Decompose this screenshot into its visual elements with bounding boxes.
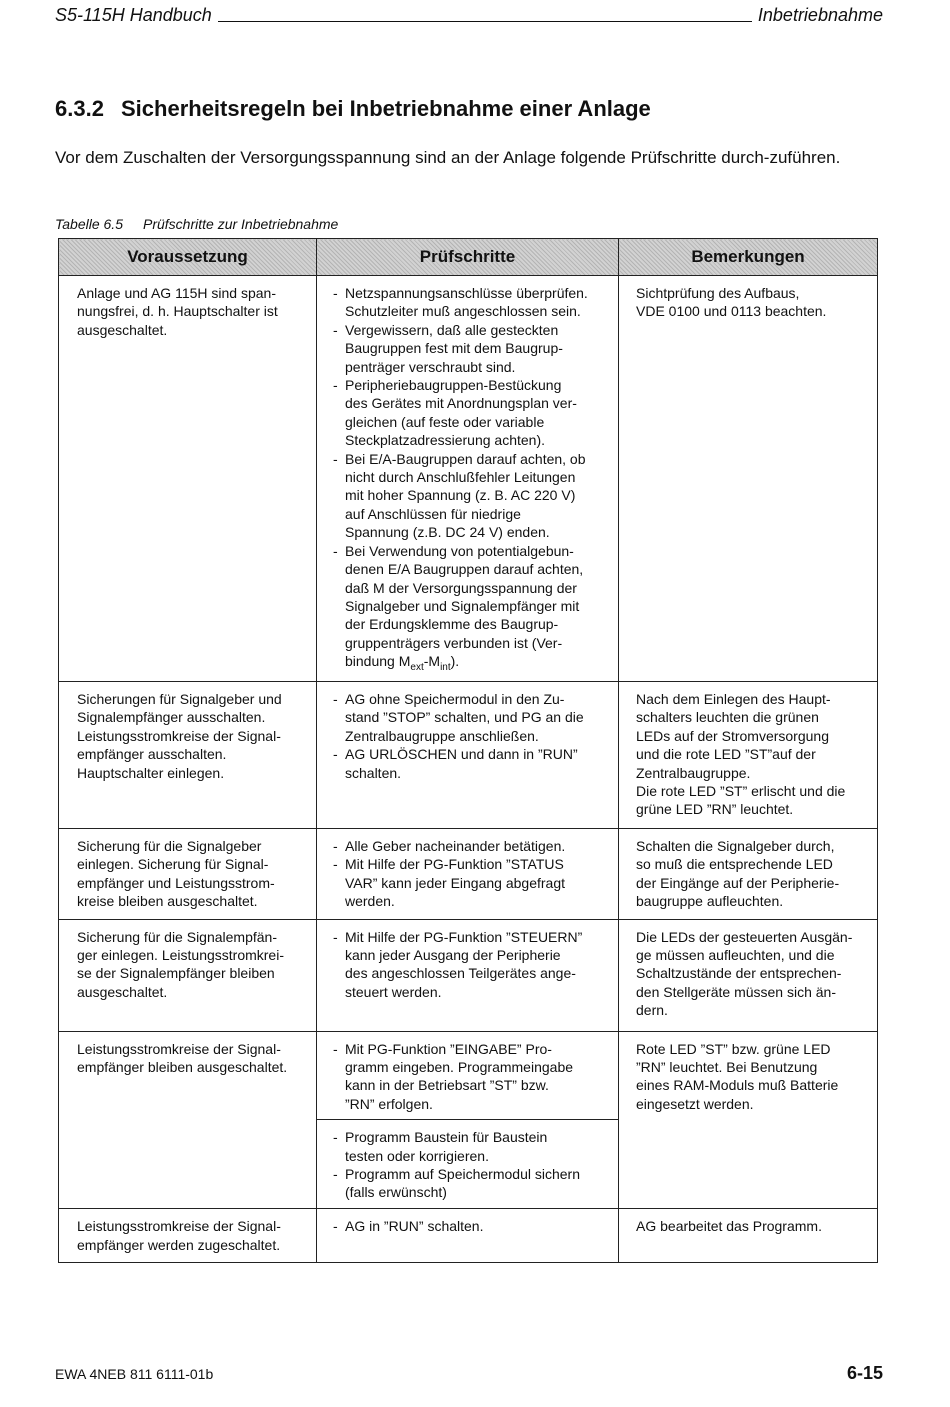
- step-item: - Mit PG-Funktion ”EINGABE” Pro- gramm eingeben. Programmeingabe kann in der Betriebsart ”ST” bzw. ”RN” erfolgen.: [333, 1040, 610, 1114]
- step-list: [317, 1120, 618, 1208]
- step-item: - Bei E/A-Baugruppen darauf achten, ob nicht durch Anschlußfehler Leitungen mit hoher Spannung (z. B. AC 220 V) auf Anschlüssen für niedrige Spannung (z.B. DC 24 V) enden.: [333, 450, 610, 542]
- bemerkungen-cell: Nach dem Einlegen des Haupt- schalters leuchten die grünen LEDs auf der Stromversorgung und die rote LED ”ST”auf der Zentralbaugruppe. Die rote LED ”ST” erlischt und die grüne LED ”RN” leuchtet.: [619, 682, 878, 829]
- step-item: - Alle Geber nacheinander betätigen.: [333, 837, 610, 855]
- table-row: [59, 682, 878, 829]
- voraussetzung-cell: Sicherungen für Signalgeber und Signalempfänger ausschalten. Leistungsstromkreise der Signal- empfänger ausschalten. Hauptschalter einlegen.: [59, 682, 317, 829]
- pruefschritte-cell: [317, 1031, 619, 1120]
- step-item: - AG in ”RUN” schalten.: [333, 1217, 610, 1235]
- step-item: - Vergewissern, daß alle gesteckten Baugruppen fest mit dem Baugrup- penträger verschraubt sind.: [333, 321, 610, 376]
- bemerkungen-cell: AG bearbeitet das Programm.: [619, 1209, 878, 1263]
- pruefschritte-cell: [317, 1120, 619, 1209]
- voraussetzung-cell: Anlage und AG 115H sind span- nungsfrei, d. h. Hauptschalter ist ausgeschaltet.: [59, 276, 317, 682]
- table-row: [59, 276, 878, 682]
- table-row: [59, 919, 878, 1031]
- bemerkungen-cell: Schalten die Signalgeber durch, so muß die entsprechende LED der Eingänge auf der Peripherie- baugruppe aufleuchten.: [619, 829, 878, 920]
- voraussetzung-cell: Sicherung für die Signalempfän- ger einlegen. Leistungsstromkrei- se der Signalempfänger bleiben ausgeschaltet.: [59, 919, 317, 1031]
- table-caption: [55, 216, 338, 232]
- pruefschritte-cell: [317, 1209, 619, 1263]
- pruefschritte-cell: [317, 276, 619, 682]
- document-code: EWA 4NEB 811 6111-01b: [55, 1366, 214, 1382]
- page-header: [55, 0, 883, 26]
- step-item: - Mit Hilfe der PG-Funktion ”STATUS VAR” kann jeder Eingang abgefragt werden.: [333, 855, 610, 910]
- step-item: - Mit Hilfe der PG-Funktion ”STEUERN” kann jeder Ausgang der Peripherie des angeschlossen Teilgerätes ange- steuert werden.: [333, 928, 610, 1002]
- bemerkungen-cell: Sichtprüfung des Aufbaus, VDE 0100 und 0113 beachten.: [619, 276, 878, 682]
- table-caption-text: Prüfschritte zur Inbetriebnahme: [143, 216, 339, 232]
- pruefschritte-cell: [317, 919, 619, 1031]
- inspection-steps-table: [58, 238, 878, 1263]
- table-row: [59, 829, 878, 920]
- header-rule: [218, 21, 752, 22]
- step-item: - Bei Verwendung von potentialgebun- denen E/A Baugruppen darauf achten, daß M der Versorgungsspannung der Signalgeber und Signalempfänger mit der Erdungsklemme des Baugrup- gruppenträgers verbunden ist (Ver- bindung $M_{ext}-M_{int}$).: [333, 542, 610, 671]
- table-row: [59, 1031, 878, 1120]
- section-heading: [55, 96, 651, 122]
- page-number: 6-15: [846, 1363, 883, 1383]
- header-pruefschritte: Prüfschritte: [317, 239, 619, 276]
- voraussetzung-cell: Leistungsstromkreise der Signal- empfänger bleiben ausgeschaltet.: [59, 1031, 317, 1209]
- header-title: S5-115H Handbuch: [55, 5, 212, 25]
- bemerkungen-cell: Die LEDs der gesteuerten Ausgän- ge müssen aufleuchten, und die Schaltzustände der entsprechen- den Stellgeräte müssen sich än- dern.: [619, 919, 878, 1031]
- table-caption-label: Tabelle 6.5: [55, 216, 123, 232]
- step-list: [317, 1209, 618, 1241]
- bemerkungen-cell: Rote LED ”ST” bzw. grüne LED ”RN” leuchtet. Bei Benutzung eines RAM-Moduls muß Batterie eingesetzt werden.: [619, 1031, 878, 1209]
- step-item: - Programm auf Speichermodul sichern (falls erwünscht): [333, 1165, 610, 1202]
- step-item: - Peripheriebaugruppen-Bestückung des Gerätes mit Anordnungsplan ver- gleichen (auf feste oder variable Steckplatzadressierung achten).: [333, 376, 610, 450]
- intro-paragraph: Vor dem Zuschalten der Versorgungsspannung sind an der Anlage folgende Prüfschritte durch-zuführen.: [55, 148, 841, 167]
- pruefschritte-cell: [317, 682, 619, 829]
- step-item: - Netzspannungsanschlüsse überprüfen. Schutzleiter muß angeschlossen sein.: [333, 284, 610, 321]
- header-voraussetzung: Voraussetzung: [59, 239, 317, 276]
- step-item: - AG ohne Speichermodul in den Zu- stand ”STOP” schalten, und PG an die Zentralbaugruppe anschließen.: [333, 690, 610, 745]
- header-chapter: Inbetriebnahme: [757, 5, 883, 25]
- section-number: 6.3.2: [55, 96, 104, 121]
- header-bemerkungen: Bemerkungen: [619, 239, 878, 276]
- step-list: [317, 276, 618, 677]
- pruefschritte-cell: [317, 829, 619, 920]
- step-item: - Programm Baustein für Baustein testen oder korrigieren.: [333, 1128, 610, 1165]
- step-list: [317, 1032, 618, 1120]
- step-list: [317, 682, 618, 788]
- table-header-row: [59, 239, 878, 276]
- table-row: [59, 1209, 878, 1263]
- step-item: - AG URLÖSCHEN und dann in ”RUN” schalten.: [333, 745, 610, 782]
- voraussetzung-cell: Sicherung für die Signalgeber einlegen. Sicherung für Signal- empfänger und Leistungsstrom- kreise bleiben ausgeschaltet.: [59, 829, 317, 920]
- voraussetzung-cell: Leistungsstromkreise der Signal- empfänger werden zugeschaltet.: [59, 1209, 317, 1263]
- step-list: [317, 920, 618, 1008]
- section-title: Sicherheitsregeln bei Inbetriebnahme einer Anlage: [121, 96, 651, 121]
- step-list: [317, 829, 618, 917]
